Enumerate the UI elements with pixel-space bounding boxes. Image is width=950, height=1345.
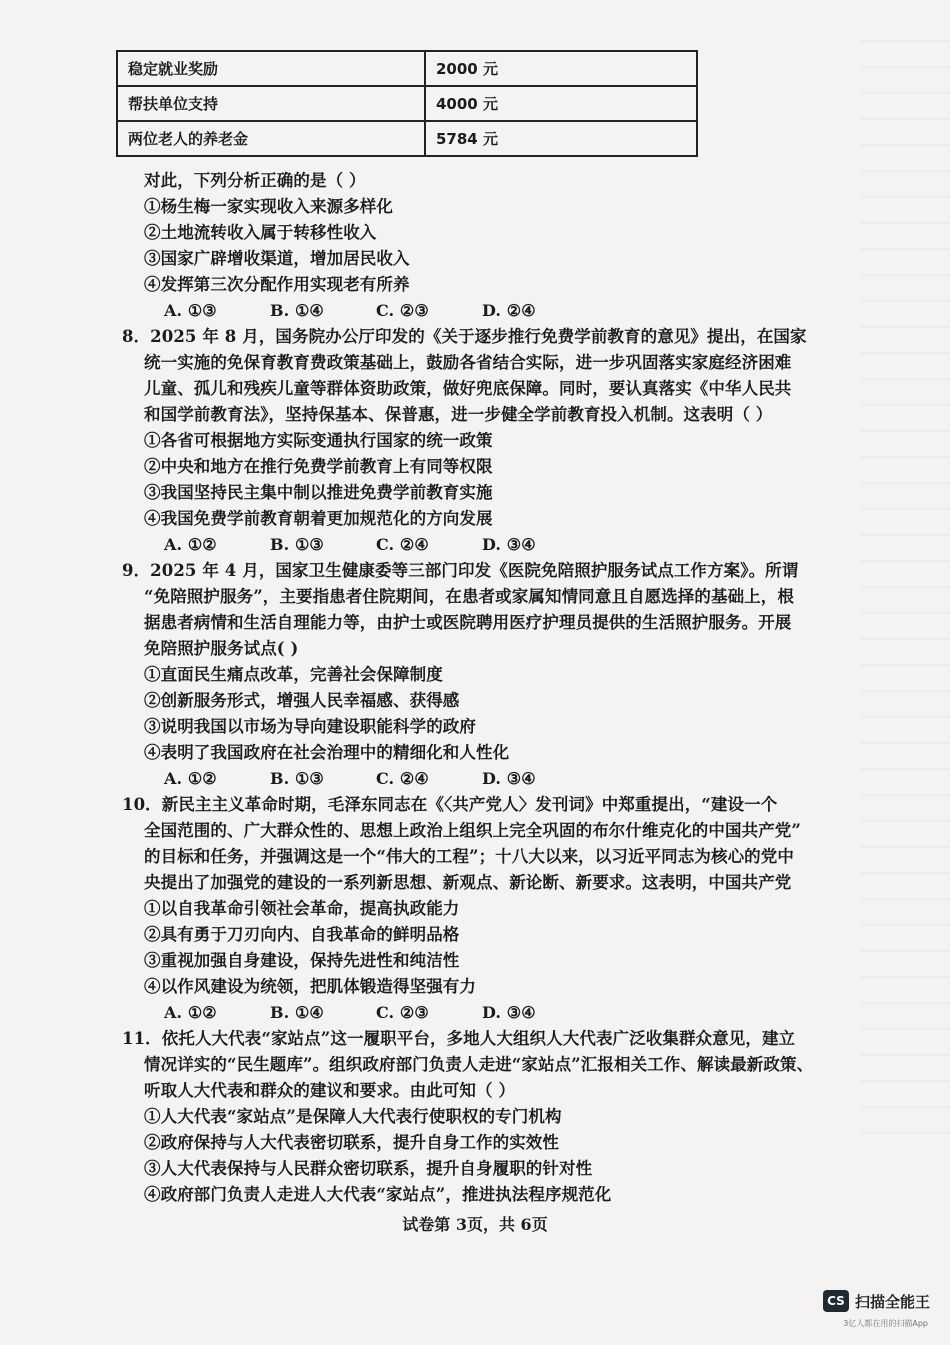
question-stem-line: 10．新民主主义革命时期，毛泽东同志在《〈共产党人〉发刊词》中郑重提出，“建设一个 bbox=[122, 795, 778, 814]
option-c: C. ②③ bbox=[376, 301, 429, 320]
option-c: C. ②④ bbox=[376, 769, 429, 788]
statement-item: ②创新服务形式，增强人民幸福感、获得感 bbox=[144, 691, 460, 710]
question-stem-line: 情况详实的“民生题库”。组织政府部门负责人走进“家站点”汇报相关工作、解读最新政策、 bbox=[144, 1055, 814, 1074]
question-stem-line: 的目标和任务，并强调这是一个“伟大的工程”；十八大以来，以习近平同志为核心的党中 bbox=[144, 847, 794, 866]
bleed-through-shadow bbox=[860, 40, 950, 1140]
answer-options bbox=[122, 766, 842, 792]
option-d: D. ③④ bbox=[482, 769, 536, 788]
answer-options bbox=[122, 298, 842, 324]
question-stem-line: 和国学前教育法》，坚持保基本、保普惠，进一步健全学前教育投入机制。这表明（ ） bbox=[144, 405, 773, 424]
statement-item: ②政府保持与人大代表密切联系，提升自身工作的实效性 bbox=[144, 1133, 559, 1152]
statement-item: ④表明了我国政府在社会治理中的精细化和人性化 bbox=[144, 743, 510, 762]
statement-item: ③国家广辟增收渠道，增加居民收入 bbox=[144, 249, 410, 268]
option-d: D. ③④ bbox=[482, 1003, 536, 1022]
income-table bbox=[116, 50, 698, 157]
question-stem-line: 9．2025 年 4 月，国家卫生健康委等三部门印发《医院免陪照护服务试点工作方案》。所谓 bbox=[122, 561, 799, 580]
statement-item: ①直面民生痛点改革，完善社会保障制度 bbox=[144, 665, 443, 684]
table-cell-label: 稳定就业奖励 bbox=[117, 51, 425, 86]
table-row bbox=[117, 51, 697, 86]
table-cell-label: 两位老人的养老金 bbox=[117, 121, 425, 156]
statement-item: ②具有勇于刀刃向内、自我革命的鲜明品格 bbox=[144, 925, 460, 944]
table-cell-label: 帮扶单位支持 bbox=[117, 86, 425, 121]
question-stem-line: 据患者病情和生活自理能力等，由护士或医院聘用医疗护理员提供的生活照护服务。开展 bbox=[144, 613, 792, 632]
question-stem-line: 11．依托人大代表“家站点”这一履职平台，多地人大组织人大代表广泛收集群众意见，建立 bbox=[122, 1029, 796, 1048]
statement-item: ④政府部门负责人走进人大代表“家站点”，推进执法程序规范化 bbox=[144, 1185, 612, 1204]
statement-item: ①以自我革命引领社会革命，提高执政能力 bbox=[144, 899, 460, 918]
statement-item: ④以作风建设为统领，把肌体锻造得坚强有力 bbox=[144, 977, 476, 996]
question-prompt: 对此，下列分析正确的是（ ） bbox=[144, 171, 366, 190]
option-c: C. ②③ bbox=[376, 1003, 429, 1022]
table-row bbox=[117, 86, 697, 121]
table-row bbox=[117, 121, 697, 156]
table-cell-value: 5784 元 bbox=[425, 121, 697, 156]
option-a: A. ①② bbox=[164, 769, 217, 788]
statement-item: ③说明我国以市场为导向建设职能科学的政府 bbox=[144, 717, 476, 736]
statement-item: ③重视加强自身建设，保持先进性和纯洁性 bbox=[144, 951, 460, 970]
statement-item: ①各省可根据地方实际变通执行国家的统一政策 bbox=[144, 431, 493, 450]
question-stem-line: 儿童、孤儿和残疾儿童等群体资助政策，做好兜底保障。同时，要认真落实《中华人民共 bbox=[144, 379, 792, 398]
question-stem-line: 央提出了加强党的建设的一系列新思想、新观点、新论断、新要求。这表明，中国共产党 bbox=[144, 873, 792, 892]
statement-item: ③人大代表保持与人民群众密切联系，提升自身履职的针对性 bbox=[144, 1159, 593, 1178]
option-a: A. ①② bbox=[164, 1003, 217, 1022]
watermark-subtitle: 3亿人都在用的扫描App bbox=[843, 1319, 928, 1328]
option-d: D. ②④ bbox=[482, 301, 536, 320]
question-9 bbox=[122, 558, 842, 792]
option-b: B. ①③ bbox=[270, 535, 324, 554]
statement-item: ②中央和地方在推行免费学前教育上有同等权限 bbox=[144, 457, 493, 476]
option-a: A. ①② bbox=[164, 535, 217, 554]
question-8 bbox=[122, 324, 842, 558]
scanner-watermark bbox=[823, 1290, 930, 1312]
answer-options bbox=[122, 1000, 842, 1026]
statement-item: ②土地流转收入属于转移性收入 bbox=[144, 223, 377, 242]
statement-item: ④我国免费学前教育朝着更加规范化的方向发展 bbox=[144, 509, 493, 528]
question-stem-line: 听取人大代表和群众的建议和要求。由此可知（ ） bbox=[144, 1081, 516, 1100]
statement-item: ①杨生梅一家实现收入来源多样化 bbox=[144, 197, 393, 216]
answer-options bbox=[122, 532, 842, 558]
camscanner-logo-icon: CS bbox=[823, 1290, 849, 1312]
option-c: C. ②④ bbox=[376, 535, 429, 554]
statement-item: ④发挥第三次分配作用实现老有所养 bbox=[144, 275, 410, 294]
question-stem-line: 全国范围的、广大群众性的、思想上政治上组织上完全巩固的布尔什维克化的中国共产党” bbox=[144, 821, 801, 840]
question-stem-line: 8．2025 年 8 月，国务院办公厅印发的《关于逐步推行免费学前教育的意见》提出，在国家 bbox=[122, 327, 807, 346]
option-a: A. ①③ bbox=[164, 301, 217, 320]
option-b: B. ①④ bbox=[270, 301, 324, 320]
option-b: B. ①③ bbox=[270, 769, 324, 788]
option-d: D. ③④ bbox=[482, 535, 536, 554]
option-b: B. ①④ bbox=[270, 1003, 324, 1022]
question-11 bbox=[122, 1026, 842, 1208]
watermark-title: 扫描全能王 bbox=[854, 1292, 930, 1311]
statement-item: ①人大代表“家站点”是保障人大代表行使职权的专门机构 bbox=[144, 1107, 562, 1126]
question-stem-line: 免陪照护服务试点( ) bbox=[144, 639, 299, 658]
question-10 bbox=[122, 792, 842, 1026]
question-7 bbox=[122, 168, 842, 324]
table-cell-value: 4000 元 bbox=[425, 86, 697, 121]
question-stem-line: 统一实施的免保育教育费政策基础上，鼓励各省结合实际，进一步巩固落实家庭经济困难 bbox=[144, 353, 792, 372]
table-cell-value: 2000 元 bbox=[425, 51, 697, 86]
questions bbox=[122, 168, 842, 1208]
page-footer: 试卷第 3页，共 6页 bbox=[402, 1215, 548, 1234]
statement-item: ③我国坚持民主集中制以推进免费学前教育实施 bbox=[144, 483, 493, 502]
question-stem-line: “免陪照护服务”，主要指患者住院期间，在患者或家属知情同意且自愿选择的基础上，根 bbox=[144, 587, 794, 606]
